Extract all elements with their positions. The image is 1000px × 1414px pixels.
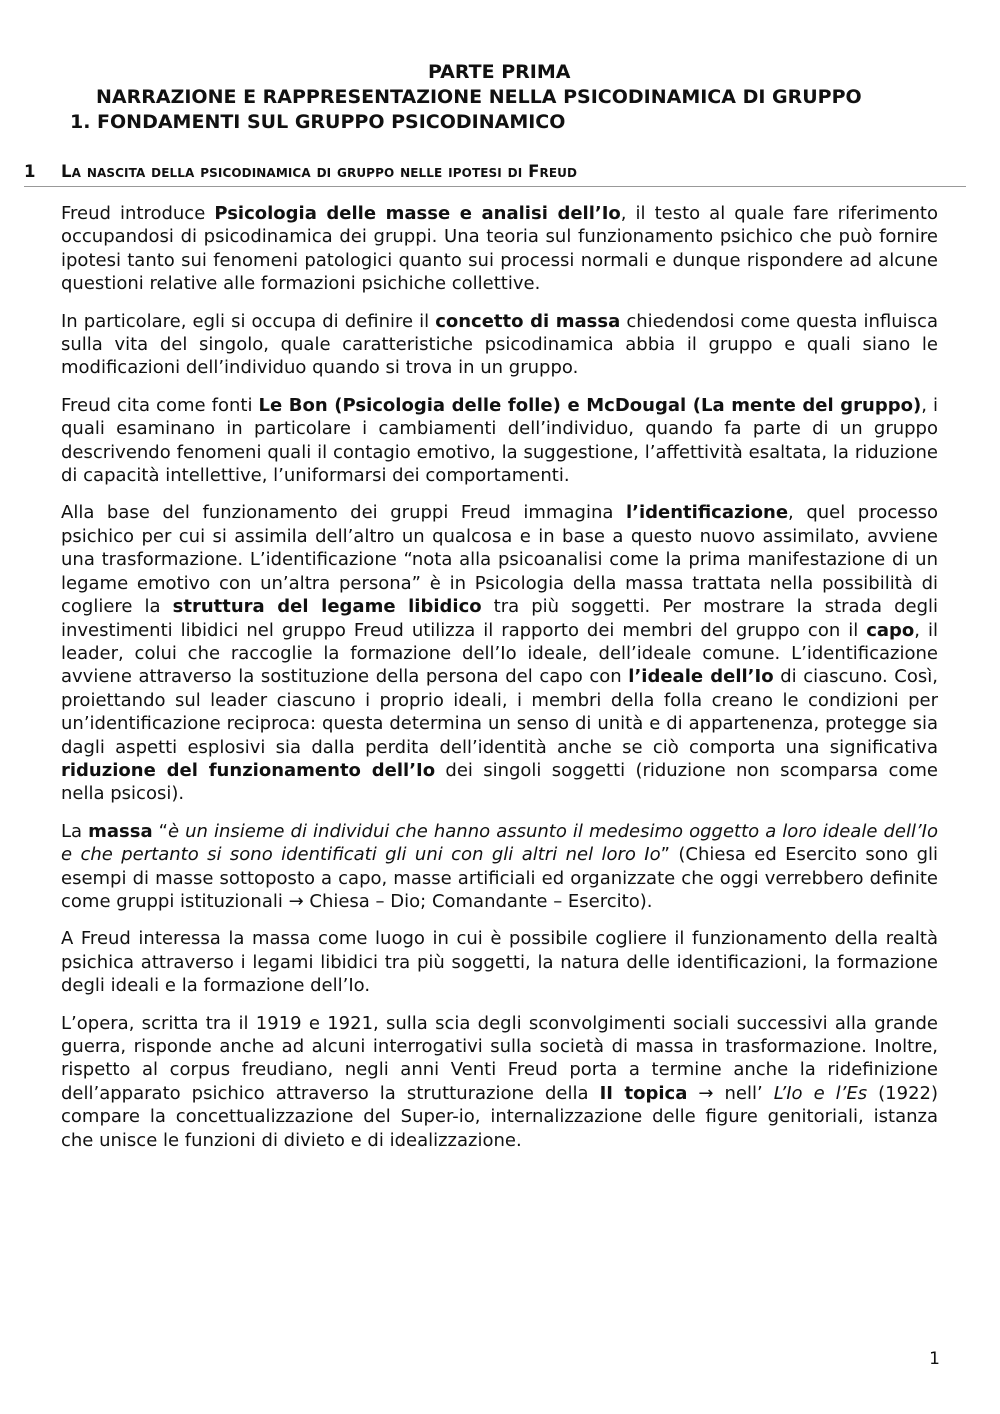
text-run: ” (Chiesa ed Esercito sono gli esempi di masse sottoposto a capo, masse artificiali ed organizzate che oggi verrebbero definite come gruppi istituzionali → Chiesa – Dio; Comandante – Esercito). [61,844,938,912]
text-run: di ciascuno. Così, proiettando sul leader ciascuno i proprio ideali, i membri della folla creano le condizioni per un’identificazione reciproca: questa determina un senso di unità e di appartenenza, protegge sia dagli aspetti esplosivi sia dalla perdita dell’identità anche se ciò comporta una significativa [61,666,938,758]
text-run: In particolare, egli si occupa di definire il [61,310,436,332]
bold-text: concetto di massa [435,310,621,332]
part-subtitle: NARRAZIONE E RAPPRESENTAZIONE NELLA PSICODINAMICA DI GRUPPO [96,86,862,108]
paragraph-5 [61,820,938,914]
bold-text: l’ideale dell’Io [628,666,774,688]
title-block [0,60,1000,135]
bold-text: struttura del legame libidico [172,596,482,618]
text-run: tra più soggetti. Per mostrare la strada degli investimenti libidici nel gruppo Freud utilizza il rapporto dei membri del gruppo con il [61,596,939,641]
bold-text: capo [866,619,915,641]
paragraph-2 [61,310,938,380]
paragraph-3 [61,394,938,488]
body-text [61,202,938,1166]
text-run: Freud cita come fonti [61,394,259,416]
part-title: PARTE PRIMA [428,61,571,83]
paragraph-1 [61,202,938,296]
section-title: La nascita della psicodinamica di gruppo nelle ipotesi di Freud [61,162,578,181]
bold-text: Le Bon (Psicologia delle folle) e McDougal (La mente del gruppo) [258,394,922,416]
bold-text: massa [88,820,153,842]
text-run: , il leader, colui che raccoglie la formazione dell’Io ideale, dell’ideale comune. L’identificazione avviene attraverso la sostituzione della persona del capo con [61,619,938,688]
bold-text: l’identificazione [625,502,789,524]
text-run: (1922) compare la concettualizzazione del Super-io, internalizzazione delle figure genitoriali, istanza che unisce le funzioni di divieto e di idealizzazione. [61,1082,939,1151]
bold-text: riduzione del funzionamento dell’Io [61,759,436,781]
text-run: L’opera, scritta tra il 1919 e 1921, sulla scia degli sconvolgimenti sociali successivi alla grande guerra, risponde anche ad alcuni interrogativi sulla società di massa in trasformazione. Inoltre, rispetto al corpus freudiano, negli anni Venti Freud porta a termine anche la ridefinizione dell’apparato psichico attraverso la strutturazione della [61,1012,938,1104]
text-run: dei singoli soggetti (riduzione non scomparsa come nella psicosi). [61,759,938,805]
paragraph-4 [61,501,938,805]
text-run: chiedendosi come questa influisca sulla vita del singolo, quale caratteristiche psicodinamica abbia il gruppo e quali siano le modificazioni dell’individuo quando si trova in un gruppo. [61,310,938,379]
paragraph-6 [61,927,938,997]
page-number: 1 [929,1349,940,1369]
section-number: 1 [24,162,36,181]
text-run: La [61,820,89,842]
text-run: , il testo al quale fare riferimento occupandosi di psicodinamica dei gruppi. Una teoria sul funzionamento psichico che può fornire ipotesi tanto sui fenomeni patologici quanto sui processi normali e dunque rispondere ad alcune questioni relative alle formazioni psichiche collettive. [61,203,938,295]
text-run: Freud introduce [61,203,215,224]
bold-text: II topica [599,1082,688,1104]
italic-quote: è un insieme di individui che hanno assunto il medesimo oggetto a loro ideale dell’Io e che pertanto si sono identificati gli uni con gli altri nel loro Io [61,820,939,866]
paragraph-7 [61,1012,938,1152]
text-run: , i quali esaminano in particolare i cambiamenti dell’individuo, quando fa parte di un gruppo descrivendo fenomeni quali il contagio emotivo, la suggestione, l’affettività esaltata, la riduzione di capacità intellettive, l’uniformarsi dei comportamenti. [61,394,938,487]
bold-text: Psicologia delle masse e analisi dell’Io [214,203,621,224]
text-run: “ [152,820,168,842]
chapter-title: 1. FONDAMENTI SUL GRUPPO PSICODINAMICO [70,111,566,133]
italic-title: L’Io e l’Es [773,1082,868,1104]
text-run: → nell’ [687,1082,774,1104]
text-run: Alla base del funzionamento dei gruppi Freud immagina [61,502,626,524]
text-run: , quel processo psichico per cui si assimila dell’altro un qualcosa e in base a questo nuovo assimilato, avviene una trasformazione. L’identificazione “nota alla psicoanalisi come la prima manifestazione di un legame emotivo con un’altra persona” è in Psicologia della massa trattata nella possibilità di cogliere la [61,502,938,618]
section-heading [24,161,966,187]
text-run: A Freud interessa la massa come luogo in cui è possibile cogliere il funzionamento della realtà psichica attraverso i legami libidici tra più soggetti, la natura delle identificazioni, la formazione degli ideali e la formazione dell’Io. [61,928,938,997]
